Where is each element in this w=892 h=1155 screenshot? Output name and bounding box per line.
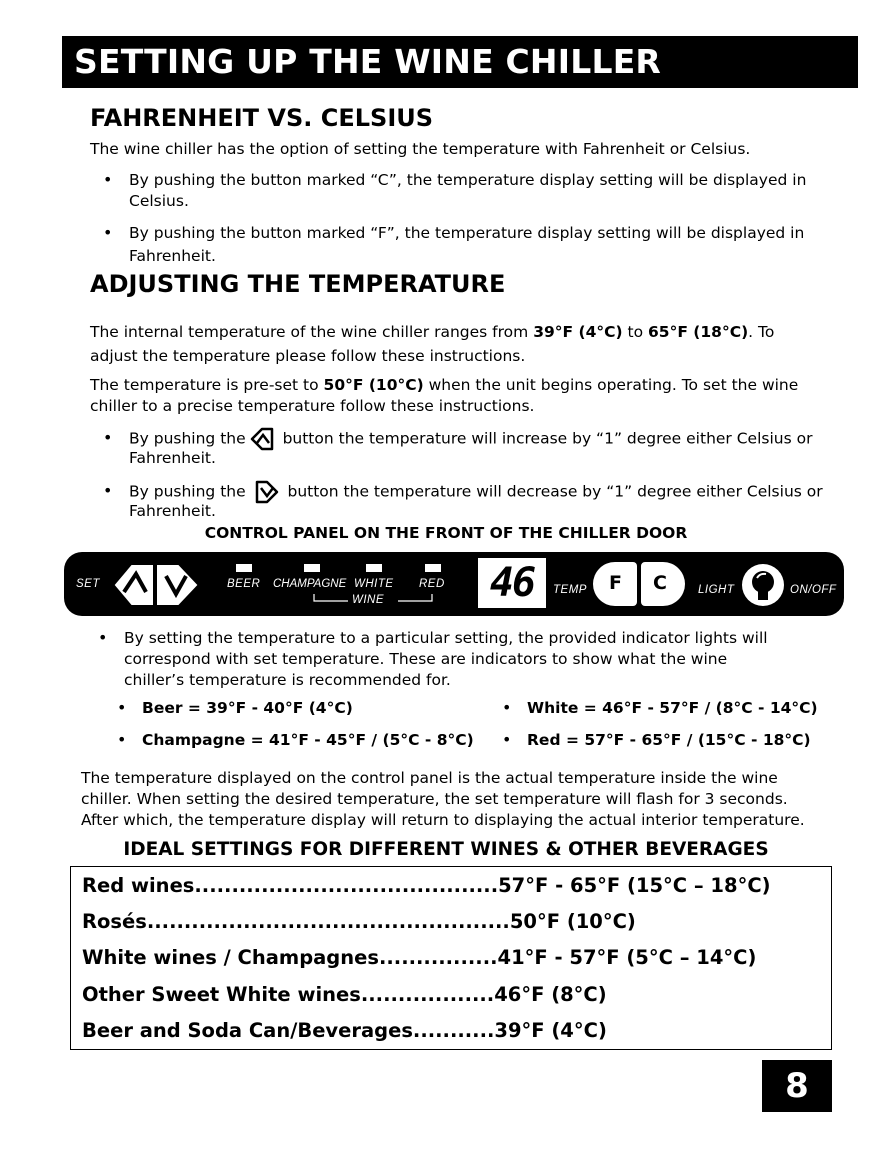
celsius-button[interactable] [641, 562, 685, 606]
ideal-row-beer-soda: Beer and Soda Can/Beverages...........39°F (4°C) [82, 1019, 607, 1042]
range-low: 39°F (4°C) [533, 323, 623, 341]
light-label: LIGHT [698, 584, 735, 596]
adjust-heading: ADJUSTING THE TEMPERATURE [90, 270, 506, 298]
bullet-dot: • [103, 481, 113, 500]
control-panel-caption: CONTROL PANEL ON THE FRONT OF THE CHILLER DOOR [204, 524, 688, 542]
bullet-dot: • [103, 428, 113, 447]
down-button[interactable] [158, 566, 196, 604]
preset-value: 50°F (10°C) [323, 376, 424, 394]
champagne-indicator-light [304, 564, 320, 572]
wine-label: WINE [352, 594, 385, 606]
bullet-dot: • [103, 223, 113, 242]
down-bullet-text: button the temperature will decrease by “1” degree either Celsius or [282, 482, 823, 501]
celsius-button-label: C [653, 572, 667, 594]
indicator-text-line2: correspond with set temperature. These are indicators to show what the wine [124, 650, 728, 668]
bullet-dot: • [103, 170, 113, 189]
page-banner: SETTING UP THE WINE CHILLER [62, 36, 858, 88]
range-high: 65°F (18°C) [648, 323, 749, 341]
white-label: WHITE [354, 578, 394, 590]
indicator-text-line1: By setting the temperature to a particular setting, the provided indicator lights will [124, 629, 768, 647]
red-range: Red = 57°F - 65°F / (15°C - 18°C) [527, 731, 811, 749]
down-bullet-line1 [129, 480, 823, 504]
beer-indicator-light [236, 564, 252, 572]
bullet-dot: • [502, 698, 512, 717]
display-note-line1: The temperature displayed on the control panel is the actual temperature inside the wine [81, 769, 778, 787]
preset-paragraph-line1 [90, 375, 798, 396]
up-bullet-text: By pushing the [129, 429, 246, 448]
champagne-label: CHAMPAGNE [273, 578, 347, 590]
temp-label: TEMP [553, 584, 587, 596]
down-bullet-text: By pushing the [129, 482, 251, 501]
fahrenheit-button[interactable] [593, 562, 637, 606]
ideal-row-rose: Rosés.................................................50°F (10°C) [82, 910, 636, 933]
beer-range: Beer = 39°F - 40°F (4°C) [142, 699, 353, 717]
up-bullet-line1 [129, 427, 812, 451]
up-button[interactable] [116, 566, 152, 604]
indicator-text-line3: chiller’s temperature is recommended for. [124, 671, 451, 689]
range-text: The internal temperature of the wine chiller ranges from [90, 323, 534, 341]
ideal-settings-heading: IDEAL SETTINGS FOR DIFFERENT WINES & OTHER BEVERAGES [123, 839, 769, 860]
control-panel [64, 552, 844, 616]
page-number: 8 [762, 1060, 832, 1112]
white-range: White = 46°F - 57°F / (8°C - 14°C) [527, 699, 818, 717]
down-arrow-button-icon [253, 480, 281, 504]
up-bullet-line2: Fahrenheit. [129, 449, 216, 467]
celsius-bullet-line1: By pushing the button marked “C”, the temperature display setting will be displayed in [129, 171, 807, 189]
up-arrow-button-icon [248, 427, 276, 451]
range-text: to [622, 323, 648, 341]
display-note-line3: After which, the temperature display will return to displaying the actual interior temperature. [81, 811, 805, 829]
bullet-dot: • [502, 730, 512, 749]
ideal-row-sweet-white: Other Sweet White wines..................46°F (8°C) [82, 983, 607, 1006]
range-text: . To [748, 323, 775, 341]
up-bullet-text: button the temperature will increase by “1” degree either Celsius or [277, 429, 813, 448]
range-paragraph-line1 [90, 322, 774, 343]
onoff-label: ON/OFF [790, 584, 837, 596]
range-paragraph-line2: adjust the temperature please follow these instructions. [90, 347, 526, 365]
preset-text: The temperature is pre-set to [90, 376, 324, 394]
preset-text: when the unit begins operating. To set the wine [423, 376, 799, 394]
temperature-display [478, 558, 546, 608]
fahrenheit-bullet-line1: By pushing the button marked “F”, the temperature display setting will be displayed in [129, 224, 805, 242]
set-buttons [112, 562, 202, 608]
bullet-dot: • [117, 698, 127, 717]
fahrenheit-intro: The wine chiller has the option of setting the temperature with Fahrenheit or Celsius. [90, 140, 751, 158]
fahrenheit-button-label: F [609, 572, 622, 594]
display-note-line2: chiller. When setting the desired temperature, the set temperature will flash for 3 seconds. [81, 790, 788, 808]
champagne-range: Champagne = 41°F - 45°F / (5°C - 8°C) [142, 731, 474, 749]
red-label: RED [419, 578, 445, 590]
ideal-row-white: White wines / Champagnes................41°F - 57°F (5°C – 14°C) [82, 946, 757, 969]
preset-paragraph-line2: chiller to a precise temperature follow these instructions. [90, 397, 535, 415]
bullet-dot: • [117, 730, 127, 749]
light-bulb-icon[interactable] [740, 562, 786, 608]
bullet-dot: • [98, 628, 108, 647]
beer-label: BEER [227, 578, 261, 590]
celsius-bullet-line2: Celsius. [129, 192, 189, 210]
ideal-row-red: Red wines.........................................57°F - 65°F (15°C – 18°C) [82, 874, 771, 897]
white-indicator-light [366, 564, 382, 572]
down-bullet-line2: Fahrenheit. [129, 502, 216, 520]
fahrenheit-bullet-line2: Fahrenheit. [129, 247, 216, 265]
display-digits: 46 [489, 560, 535, 606]
fahrenheit-heading: FAHRENHEIT VS. CELSIUS [90, 104, 434, 132]
set-label: SET [76, 578, 100, 590]
red-indicator-light [425, 564, 441, 572]
